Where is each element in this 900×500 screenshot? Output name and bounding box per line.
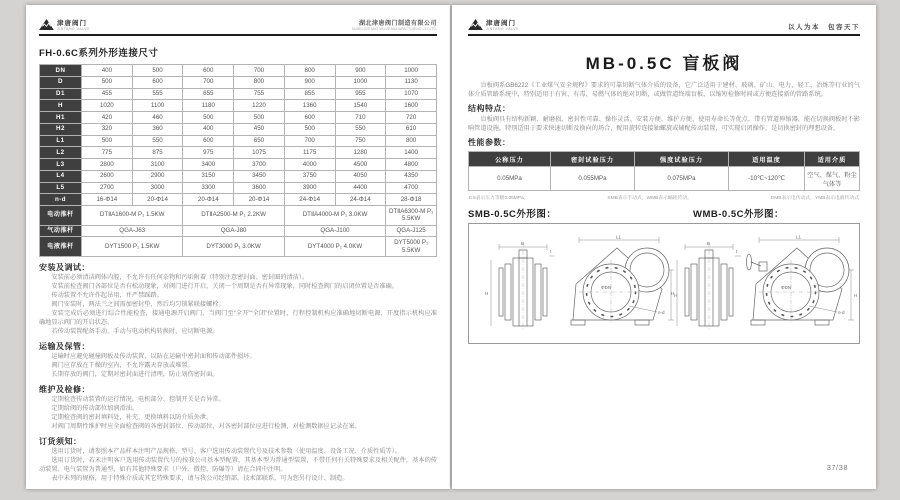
table-cell: 500	[132, 65, 183, 77]
table-cell: 900	[284, 76, 335, 88]
table-cell: 20-Φ14	[234, 194, 285, 206]
table-cell: 800	[284, 65, 335, 77]
section-paragraph: 安装前必须清洁阀体内腔，不允许有任何杂物和污垢附着（特别注意密封面、密封圈的清洁）。	[51, 274, 309, 282]
section-paragraph: 安装完成后必须进行综合性能检查，接通电源开启阀门，当阀门至“全开”“全闭”位置时，行程控制机构应准确地切断电源，开度指示机构应准确地显示阀门的开启状态。	[39, 310, 437, 327]
features-heading: 结构特点：	[468, 104, 511, 114]
section-paragraph: 对阀门周期性维护时应全面检查阀的各密封部位、传动部位，对各密封部位应进行检测，对检测数据应记录在案。	[51, 423, 361, 431]
table-cell: 1000	[335, 76, 386, 88]
table-cell: 20-Φ14	[183, 194, 234, 206]
table-cell: 500	[82, 135, 133, 147]
table-cell: DYT5000 P₁ 5.5KW	[386, 237, 437, 257]
table-cell: 1100	[132, 100, 183, 112]
table-cell: 1130	[386, 76, 437, 88]
table-cell: 3000	[132, 182, 183, 194]
page-number: 37/38	[826, 463, 848, 472]
table-cell: 24-Φ14	[284, 194, 335, 206]
table-cell: 28-Φ18	[386, 194, 437, 206]
table-cell: 1600	[386, 100, 437, 112]
table-cell: 3400	[183, 159, 234, 171]
table-cell: -10℃~120℃	[729, 167, 805, 191]
table-cell: 1075	[234, 147, 285, 159]
section-heading: 运输及保管：	[39, 341, 90, 351]
table-cell: 2700	[82, 182, 133, 194]
table-header-cell: 适用介质	[805, 152, 860, 167]
table-cell: 3600	[234, 182, 285, 194]
brand	[39, 18, 90, 31]
right-page-header	[468, 5, 860, 36]
table-cell: DTⅡA4000-M P₁ 3.0KW	[284, 206, 385, 226]
table-cell: 750	[335, 135, 386, 147]
table-cell: 0.055MPa	[551, 167, 635, 191]
section-paragraph: 传动装置不允许作起吊用，并严禁踩踏。	[51, 292, 163, 300]
table-cell: 1070	[386, 88, 437, 100]
table-cell: 550	[335, 123, 386, 135]
table-header-cell: 公称压力	[469, 152, 551, 167]
table-cell: DYT1500 P₁ 1.5KW	[82, 237, 183, 257]
table-cell: DYT4000 P₁ 4.0KW	[284, 237, 385, 257]
table-cell: 500	[284, 123, 335, 135]
outline-drawings: B H t L1 ΦDN H n-d	[469, 224, 859, 343]
instruction-sections	[39, 262, 437, 484]
brand-subtitle: JINTANG VALVE	[486, 27, 519, 31]
row-label: H	[40, 100, 82, 112]
table-cell: DTⅡA2500-M P₁ 2.2KW	[183, 206, 284, 226]
performance-table	[468, 151, 860, 191]
row-label: L5	[40, 182, 82, 194]
section-paragraph: 选用订货时，请参照本产品样本注明产品规格、型号、客户选用传动装置代号及技术参数（使用温度、设备工况、介质性质等）。	[51, 448, 401, 456]
table-cell: 3300	[183, 182, 234, 194]
table-cell: 20-Φ14	[132, 194, 183, 206]
table-cell: 4000	[284, 159, 335, 171]
section-paragraph: 定期检查阀的密封填料处，补充、更换填料以防介质外泄。	[51, 414, 213, 422]
table-cell: 400	[183, 123, 234, 135]
table-row	[40, 65, 437, 77]
table-cell: 3700	[234, 159, 285, 171]
table-cell: 24-Φ14	[335, 194, 386, 206]
table-cell: 800	[234, 76, 285, 88]
table-row	[40, 194, 437, 206]
table-cell: 710	[335, 112, 386, 124]
table-cell: 3450	[234, 170, 285, 182]
table-row	[40, 237, 437, 257]
table-cell: QGA-J80	[183, 225, 284, 237]
table-cell: DTⅡA6300-M P₁ 5.5KW	[386, 206, 437, 226]
table-cell: 610	[386, 123, 437, 135]
row-label: 电动推杆	[40, 206, 82, 226]
section-paragraph: 表中未列的规格，用于特殊介质或其它特殊要求，请与我公司经销部、技术部联系，可为您另行设计、制造。	[51, 474, 349, 482]
table-cell: DTⅡA1600-M P₁ 1.5KW	[82, 206, 183, 226]
table-cell: 420	[82, 112, 133, 124]
footnote-segment: SMB表示手动式，WMB表示蜗轮传动。	[607, 196, 692, 202]
row-label: L1	[40, 135, 82, 147]
brand-name: 津唐阀门	[486, 20, 516, 27]
section-paragraph: 阀门安装时，两法兰之间需加密封垫，然后均匀锁紧联接螺栓。	[51, 301, 225, 309]
table-cell: 4700	[386, 182, 437, 194]
table-cell: 650	[234, 135, 285, 147]
table-cell: 975	[183, 147, 234, 159]
table-cell: 1280	[335, 147, 386, 159]
table-row	[40, 170, 437, 182]
table-cell: 600	[284, 112, 335, 124]
table-row	[40, 147, 437, 159]
brand-logo-icon	[468, 19, 483, 30]
table-cell: 1360	[284, 100, 335, 112]
table-cell: 4500	[335, 159, 386, 171]
section-heading: 安装及调试：	[39, 262, 90, 272]
page-title: FH-0.6C系列外形连接尺寸	[39, 48, 159, 59]
table-cell: 900	[335, 65, 386, 77]
row-label: n-d	[40, 194, 82, 206]
section-paragraph: 安装前检查阀门各部位是否有松动现象，对阀门进行开启、关闭一个周期是否有异常现象，同时检查阀门的启闭位置是否准确。	[51, 283, 398, 291]
table-cell: 2900	[132, 170, 183, 182]
table-cell: 3750	[284, 170, 335, 182]
table-cell: QGA-J100	[284, 225, 385, 237]
table-cell: 16-Φ14	[82, 194, 133, 206]
table-cell: 0.075MPa	[635, 167, 729, 191]
table-cell: 720	[386, 112, 437, 124]
left-page-header	[39, 5, 437, 36]
smb-drawing	[485, 235, 677, 331]
row-label: D	[40, 76, 82, 88]
row-label: 电液推杆	[40, 237, 82, 257]
table-cell: 455	[82, 88, 133, 100]
row-label: DN	[40, 65, 82, 77]
table-cell: 4800	[386, 159, 437, 171]
table-cell: 400	[82, 65, 133, 77]
table-row	[40, 135, 437, 147]
product-title: MB-0.5C 盲板阀	[585, 54, 743, 73]
table-cell: 855	[284, 88, 335, 100]
table-cell: 2800	[82, 159, 133, 171]
table-header-cell: 适用温度	[729, 152, 805, 167]
table-row	[40, 206, 437, 226]
table-cell: 700	[284, 135, 335, 147]
table-row	[40, 100, 437, 112]
table-cell: 4050	[335, 170, 386, 182]
table-cell: 600	[132, 76, 183, 88]
handwheel-icon	[747, 254, 768, 271]
row-label: L3	[40, 159, 82, 171]
table-cell: 500	[82, 76, 133, 88]
wmb-drawing	[671, 235, 857, 331]
left-page	[26, 5, 450, 489]
brand-logo-icon	[39, 19, 54, 30]
table-cell: 955	[335, 88, 386, 100]
table-row	[40, 123, 437, 135]
table-cell: 1220	[234, 100, 285, 112]
table-cell: 500	[234, 112, 285, 124]
table-cell: 1175	[284, 147, 335, 159]
params-heading: 性能参数：	[468, 138, 511, 148]
table-header-cell: 强度试验压力	[635, 152, 729, 167]
brand-name: 津唐阀门	[57, 20, 87, 27]
table-cell: 700	[234, 65, 285, 77]
row-label: D1	[40, 88, 82, 100]
table-cell: 1400	[386, 147, 437, 159]
brand	[468, 18, 519, 31]
table-cell: 555	[132, 88, 183, 100]
table-cell: 460	[132, 112, 183, 124]
section-heading: 订货须知：	[39, 436, 82, 446]
table-cell: 500	[183, 112, 234, 124]
smb-drawing-title: SMB-0.5C外形图：	[468, 209, 557, 221]
table-cell: 3900	[284, 182, 335, 194]
table-cell: 755	[234, 88, 285, 100]
model-code-footnote	[469, 194, 859, 201]
section-paragraph: 若传动装置配备手动，手动与电动机构转换时，应切断电源。	[51, 328, 219, 336]
row-label: L4	[40, 170, 82, 182]
table-header-row	[469, 152, 860, 167]
table-cell: 4400	[335, 182, 386, 194]
table-row	[40, 112, 437, 124]
features-text: 盲板阀具有结构新颖、耐磨损、密封性可靠、操作灵活、安装方便、维护方便、使用寿命长等优点，带有管道伸缩器，能在切换阀板时不影响管道设施，特别适用于要求快速切断及换向的场合，配用旋转连接轴螺旋或辅配传动装置，可实现启闭操作，是切换密封的理想设备。	[468, 115, 860, 132]
section-paragraph: 定期给阀的传动部位加润滑油。	[51, 405, 139, 413]
table-cell: 2600	[82, 170, 133, 182]
outline-drawing-box	[457, 222, 860, 344]
table-row	[40, 182, 437, 194]
table-row	[469, 167, 860, 191]
slogan: 以人为本 包容天下	[788, 24, 860, 31]
table-row	[40, 88, 437, 100]
table-cell: 空气、煤气、粉尘气体等	[805, 167, 860, 191]
table-cell: QGA-J63	[82, 225, 183, 237]
company-name-en: HUBEI JINTANG VALVE MANUFACTURING CO.,LTD.	[351, 27, 437, 31]
table-cell: 4350	[386, 170, 437, 182]
table-cell: QGA-J125	[386, 225, 437, 237]
table-cell: 700	[183, 76, 234, 88]
table-cell: 800	[386, 135, 437, 147]
section-paragraph: 阀门应存放在干燥的室内，不允许露天存放或堆置。	[51, 362, 194, 370]
table-cell: 360	[132, 123, 183, 135]
brand-subtitle: JINTANG VALVE	[57, 27, 90, 31]
table-cell: 1540	[335, 100, 386, 112]
table-cell: 320	[82, 123, 133, 135]
section-paragraph: 定期检查传动装置的运行情况，电机部分、控制开关是否异常。	[51, 396, 225, 404]
table-cell: 1000	[386, 65, 437, 77]
table-cell: 600	[183, 135, 234, 147]
row-label: L2	[40, 147, 82, 159]
table-cell: DYT3000 P₁ 3.0KW	[183, 237, 284, 257]
dimension-table	[39, 64, 437, 257]
table-cell: 655	[183, 88, 234, 100]
table-header-cell: 密封试验压力	[551, 152, 635, 167]
section-paragraph: 运输时应避免碰撞阀板及传动装置，以防在运输中密封面和传动部件损坏。	[51, 353, 256, 361]
table-cell: 775	[82, 147, 133, 159]
table-cell: 550	[132, 135, 183, 147]
table-row	[40, 225, 437, 237]
row-label: H2	[40, 123, 82, 135]
product-intro: 盲板阀系GB6222《工业煤气安全规程》要求的可靠切断气体介质的设备，它广泛适用于建材、玻璃、矿山、电力、轻工、冶炼等行业的气体介质管路系统中，特别适用于有害、有毒、易燃气体的绝对切断，或做管道终端盲板，以缩短检修时间或方便连接新的管路系统。	[468, 82, 860, 98]
table-cell: 1020	[82, 100, 133, 112]
table-cell: 600	[183, 65, 234, 77]
table-row	[40, 76, 437, 88]
table-cell: 450	[234, 123, 285, 135]
table-cell: 875	[132, 147, 183, 159]
table-cell: 0.05MPa	[469, 167, 551, 191]
table-cell: 3100	[132, 159, 183, 171]
wmb-drawing-title: WMB-0.5C外形图：	[693, 209, 784, 221]
company-name: 湖北津唐阀门制造有限公司	[358, 21, 437, 27]
table-cell: 3150	[183, 170, 234, 182]
section-heading: 维护及检修：	[39, 384, 90, 394]
section-paragraph: 选用订货时，若未注明客户选用传动装置代号的按我公司基本型配置，其基本型为普通型装置，不带任何有关特殊要求及相关配件，基本的传动装置、电气装置为普通型，如有其他特殊要求（户外、微控、防爆等）请在合同中注明。	[39, 457, 437, 473]
row-label: 气动推杆	[40, 225, 82, 237]
section-paragraph: 长期存放的阀门，定期对密封面进行清理，防止划伤密封面。	[51, 371, 219, 379]
row-label: H1	[40, 112, 82, 124]
table-cell: 1180	[183, 100, 234, 112]
right-page	[452, 5, 876, 489]
table-row	[40, 159, 437, 171]
footnote-segment: 0.5表示压力等级0.05MPa。	[469, 196, 529, 202]
footnote-segment: DMB表示电传动式，YMB表示电液传动式	[770, 196, 859, 202]
